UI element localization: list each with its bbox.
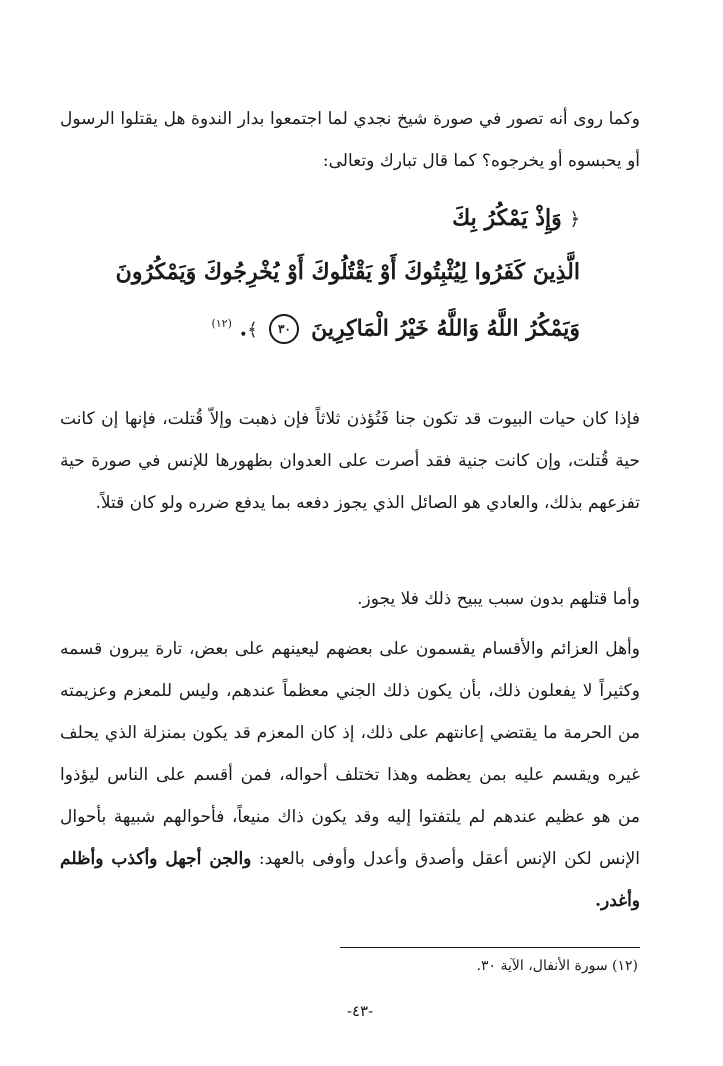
footnote-reference: (١٢)	[211, 317, 232, 330]
page-number: -٤٣-	[346, 1002, 374, 1020]
footnote-divider	[340, 947, 640, 948]
oaths-paragraph-block	[60, 628, 640, 922]
quran-open-bracket: ﴿	[569, 209, 580, 230]
footnote: (١٢) سورة الأنفال، الآية ٣٠.	[476, 958, 638, 974]
snakes-paragraph-block	[60, 398, 640, 524]
snakes-paragraph: فإذا كان حيات البيوت قد تكون جنا فَتُؤذن ثلاثاً فإن ذهبت وإلاّ قُتلت، فإنها إن كانت حية قُتلت، وإن كانت جنية فقد أصرت على العدوان بظهورها للإنس في صورة حية تفزعهم بذلك، والعادي هو الصائل الذي يجوز دفعه بما يدفع ضرره ولو كان قتلاً.	[60, 409, 640, 513]
intro-paragraph-block	[60, 98, 640, 188]
quran-end-punct: .	[239, 315, 248, 342]
oaths-paragraph	[60, 628, 640, 922]
killing-paragraph-block	[60, 578, 640, 620]
quran-line-2: الَّذِينَ كَفَرُوا لِيُثْبِتُوكَ أَوْ يَقْتُلُوكَ أَوْ يُخْرِجُوكَ وَيَمْكُرُونَ	[115, 259, 580, 285]
killing-paragraph: وأما قتلهم بدون سبب يبيح ذلك فلا يجوز.	[357, 589, 640, 609]
oaths-paragraph-bold-text: والجن أجهل وأكذب وأظلم وأغدر.	[60, 849, 640, 911]
quran-verse-block	[115, 192, 580, 356]
verse-number-mark: ٣٠	[269, 314, 299, 344]
intro-paragraph: وكما روى أنه تصور في صورة شيخ نجدي لما اجتمعوا بدار الندوة هل يقتلوا الرسول أو يحبسوه أو يخرجوه؟ كما قال تبارك وتعالى:	[60, 109, 640, 171]
quran-line-3	[150, 298, 580, 356]
quran-line-3-text: وَيَمْكُرُ اللَّهُ وَاللَّهُ خَيْرُ الْمَاكِرِينَ	[311, 315, 580, 342]
quran-close-bracket: ﴾	[247, 319, 258, 341]
oaths-paragraph-text: وأهل العزائم والأقسام يقسمون على بعضهم ليعينهم على بعض، تارة يبرون قسمه وكثيراً لا يفعلون ذلك، بأن يكون ذلك الجني معظماً عندهم، وليس للمعزم وعزيمته من الحرمة ما يقتضي إعانتهم على ذلك، إذ كان المعزم قد يكون بمنزلة الذي يحلف غيره ويقسم عليه بمن يعظمه وهذا تختلف أحواله، فمن أقسم على الناس ليؤذوا من هو عظيم عندهم لم يلتفتوا إليه وقد يكون ذاك منيعاً، فأحوالهم شبيهة بأحوال الإنس لكن الإنس أعقل وأصدق وأعدل وأوفى بالعهد:	[60, 639, 640, 869]
quran-line-1-text: وَإِذْ يَمْكُرُ بِكَ	[452, 205, 562, 231]
quran-line-1	[150, 192, 580, 246]
